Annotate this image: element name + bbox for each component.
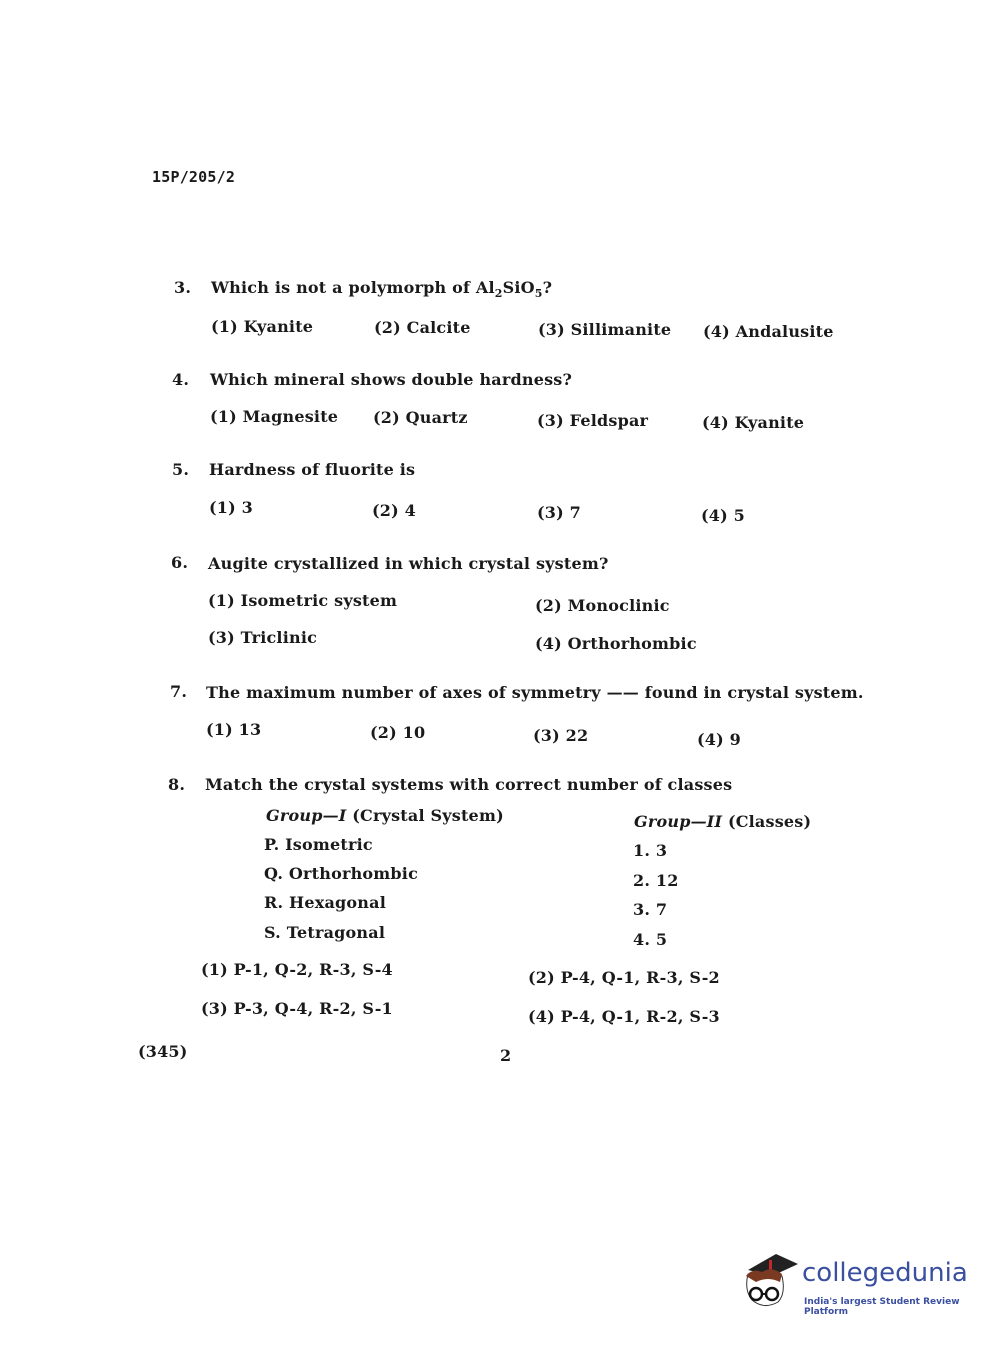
- option-1: (1) Kyanite: [211, 317, 314, 336]
- subscript: 5: [534, 287, 543, 301]
- question-text: [211, 278, 552, 300]
- question-text: Which mineral shows double hardness?: [210, 370, 573, 389]
- group-label: Group—I: [266, 806, 347, 825]
- collegedunia-logo: [742, 1250, 972, 1320]
- question-text: Hardness of fluorite is: [209, 460, 416, 479]
- subscript: 2: [494, 287, 503, 301]
- group-2-item: 1. 3: [633, 841, 668, 860]
- option-4: (4) 9: [697, 730, 741, 749]
- option-4: (4) P-4, Q-1, R-2, S-3: [528, 1007, 720, 1026]
- question-number: 8.: [168, 775, 186, 794]
- group-1-item: S. Tetragonal: [264, 923, 386, 942]
- question-number: 7.: [170, 682, 188, 701]
- option-3: (3) Sillimanite: [538, 320, 672, 339]
- option-2: (2) 10: [370, 723, 426, 742]
- paper-code: 15P/205/2: [152, 168, 236, 186]
- option-1: (1) 13: [206, 720, 262, 739]
- question-text: Match the crystal systems with correct number of classes: [205, 775, 733, 794]
- option-1: (1) P-1, Q-2, R-3, S-4: [201, 960, 393, 979]
- group-2-title: [634, 812, 811, 831]
- page-number: 2: [500, 1046, 512, 1065]
- question-number: 3.: [174, 278, 192, 297]
- question-number: 5.: [172, 460, 190, 479]
- group-2-item: 4. 5: [633, 930, 668, 949]
- question-number: 4.: [172, 370, 190, 389]
- option-2: (2) P-4, Q-1, R-3, S-2: [528, 968, 720, 987]
- group-1-item: Q. Orthorhombic: [264, 864, 419, 883]
- logo-wordmark: collegedunia: [802, 1258, 968, 1288]
- group-desc: (Crystal System): [352, 806, 504, 825]
- group-2-item: 2. 12: [633, 871, 679, 890]
- group-1-item: P. Isometric: [264, 835, 373, 854]
- group-label: Group—II: [634, 812, 723, 831]
- option-2: (2) Quartz: [373, 408, 468, 427]
- group-desc: (Classes): [727, 812, 812, 831]
- option-2: (2) 4: [372, 501, 416, 520]
- question-text: Augite crystallized in which crystal system?: [208, 554, 609, 573]
- option-1: (1) 3: [209, 498, 253, 517]
- footer-code: (345): [138, 1042, 188, 1061]
- option-1: (1) Magnesite: [210, 407, 339, 426]
- text-part: SiO: [502, 278, 535, 297]
- logo-tagline: India's largest Student Review Platform: [804, 1297, 960, 1317]
- option-1: (1) Isometric system: [208, 591, 398, 610]
- option-4: (4) 5: [701, 506, 745, 525]
- option-2: (2) Calcite: [374, 318, 471, 337]
- option-3: (3) 7: [537, 503, 581, 522]
- group-1-item: R. Hexagonal: [264, 893, 386, 912]
- option-3: (3) P-3, Q-4, R-2, S-1: [201, 999, 393, 1018]
- option-4: (4) Orthorhombic: [535, 634, 697, 653]
- question-text: The maximum number of axes of symmetry —— found in crystal system.: [206, 683, 864, 702]
- group-2-item: 3. 7: [633, 900, 668, 919]
- option-2: (2) Monoclinic: [535, 596, 670, 615]
- option-4: (4) Kyanite: [702, 413, 805, 432]
- text-part: Which is not a polymorph of Al: [211, 278, 495, 297]
- option-3: (3) Triclinic: [208, 628, 318, 647]
- group-1-title: [266, 806, 504, 825]
- mascot-icon: [742, 1250, 800, 1314]
- text-part: ?: [542, 278, 553, 297]
- question-number: 6.: [171, 553, 189, 572]
- option-4: (4) Andalusite: [703, 322, 834, 341]
- option-3: (3) Feldspar: [537, 411, 649, 430]
- option-3: (3) 22: [533, 726, 589, 745]
